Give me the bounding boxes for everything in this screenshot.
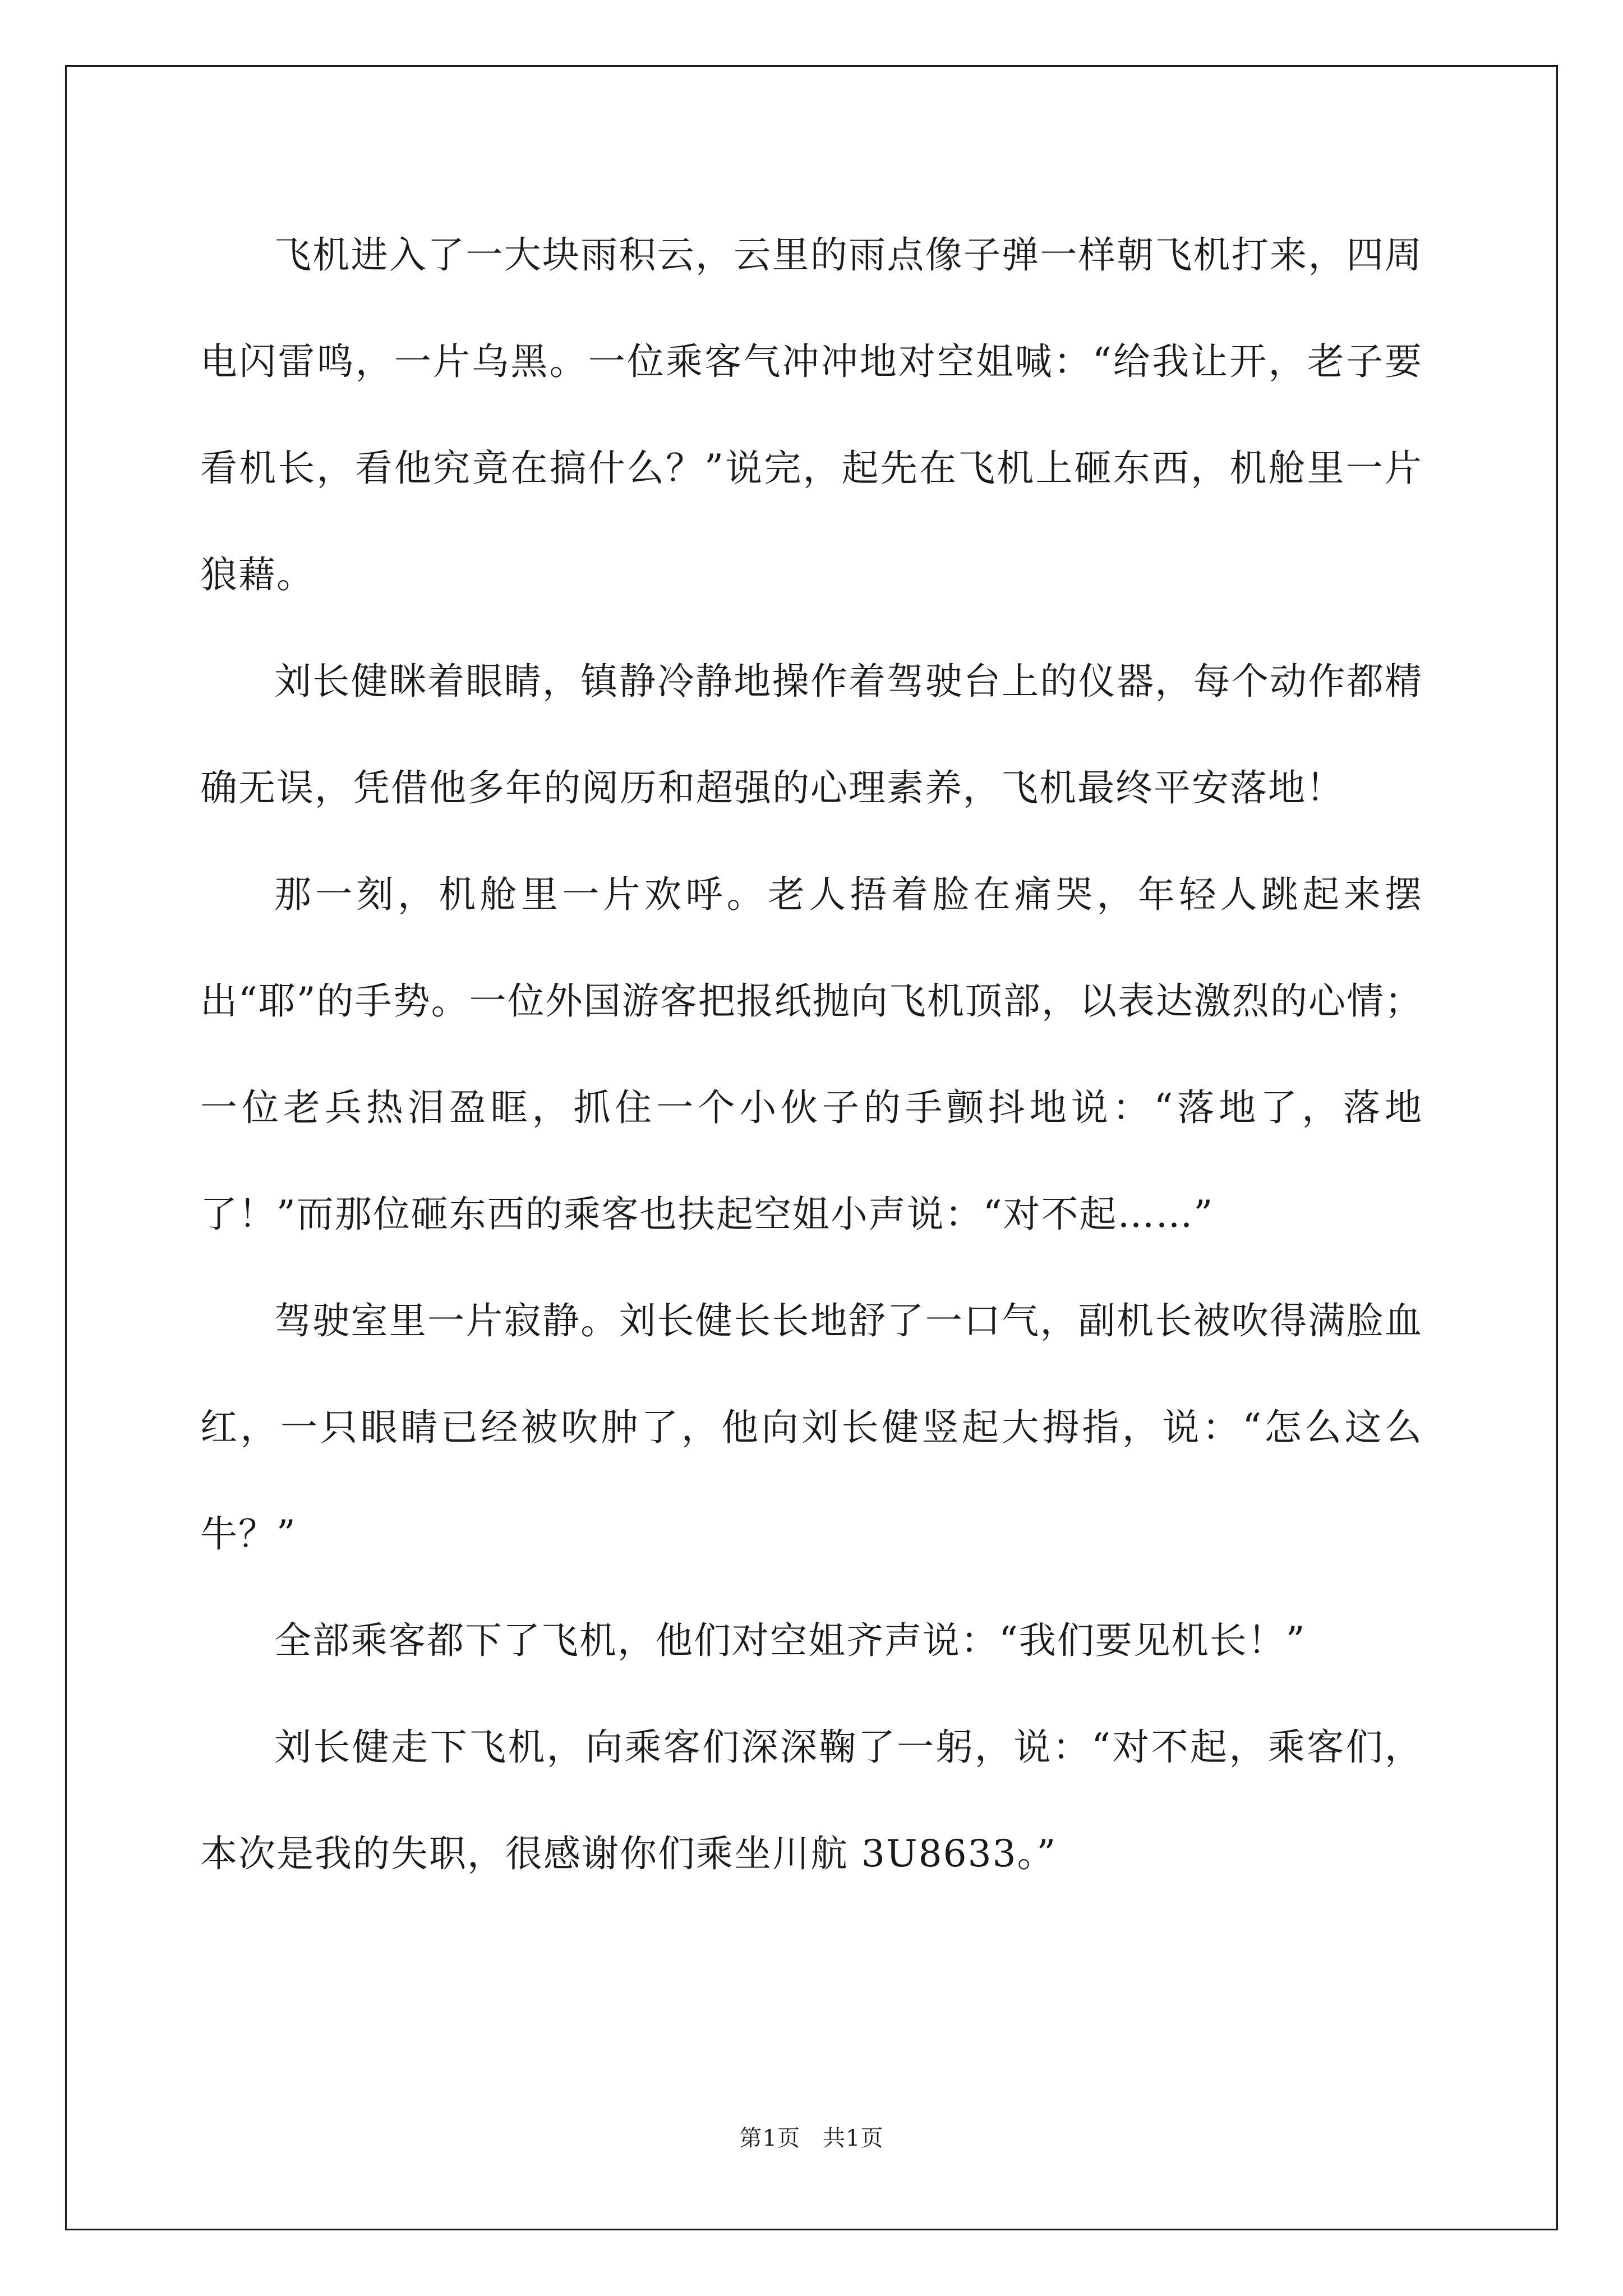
paragraph-4: 驾驶室里一片寂静。刘长健长长地舒了一口气，副机长被吹得满脸血红，一只眼睛已经被吹肿了，他向刘长健竖起大拇指，说：“怎么这么牛？” [200,1299,1423,1556]
page-total: 共1页 [823,2125,884,2151]
page-footer [0,2120,1623,2152]
document-body [200,202,1423,1907]
paragraph-5: 全部乘客都下了飞机，他们对空姐齐声说：“我们要见机长！” [274,1619,1306,1662]
paragraph-2: 刘长健眯着眼睛，镇静冷静地操作着驾驶台上的仪器，每个动作都精确无误，凭借他多年的阅历和超强的心理素养，飞机最终平安落地！ [200,660,1423,809]
paragraph-1: 飞机进入了一大块雨积云，云里的雨点像子弹一样朝飞机打来，四周电闪雷鸣，一片乌黑。一位乘客气冲冲地对空姐喊：“给我让开，老子要看机长，看他究竟在搞什么？”说完，起先在飞机上砸东西，机舱里一片狼藉。 [200,233,1423,596]
page-number: 第1页 [739,2125,800,2151]
paragraph-3: 那一刻，机舱里一片欢呼。老人捂着脸在痛哭，年轻人跳起来摆出“耶”的手势。一位外国游客把报纸抛向飞机顶部，以表达激烈的心情；一位老兵热泪盈眶，抓住一个小伙子的手颤抖地说：“落地了，落地了！”而那位砸东西的乘客也扶起空姐小声说：“对不起……” [200,873,1423,1236]
paragraph-6: 刘长健走下飞机，向乘客们深深鞠了一躬，说：“对不起，乘客们，本次是我的失职，很感谢你们乘坐川航 3U8633。” [200,1726,1423,1875]
